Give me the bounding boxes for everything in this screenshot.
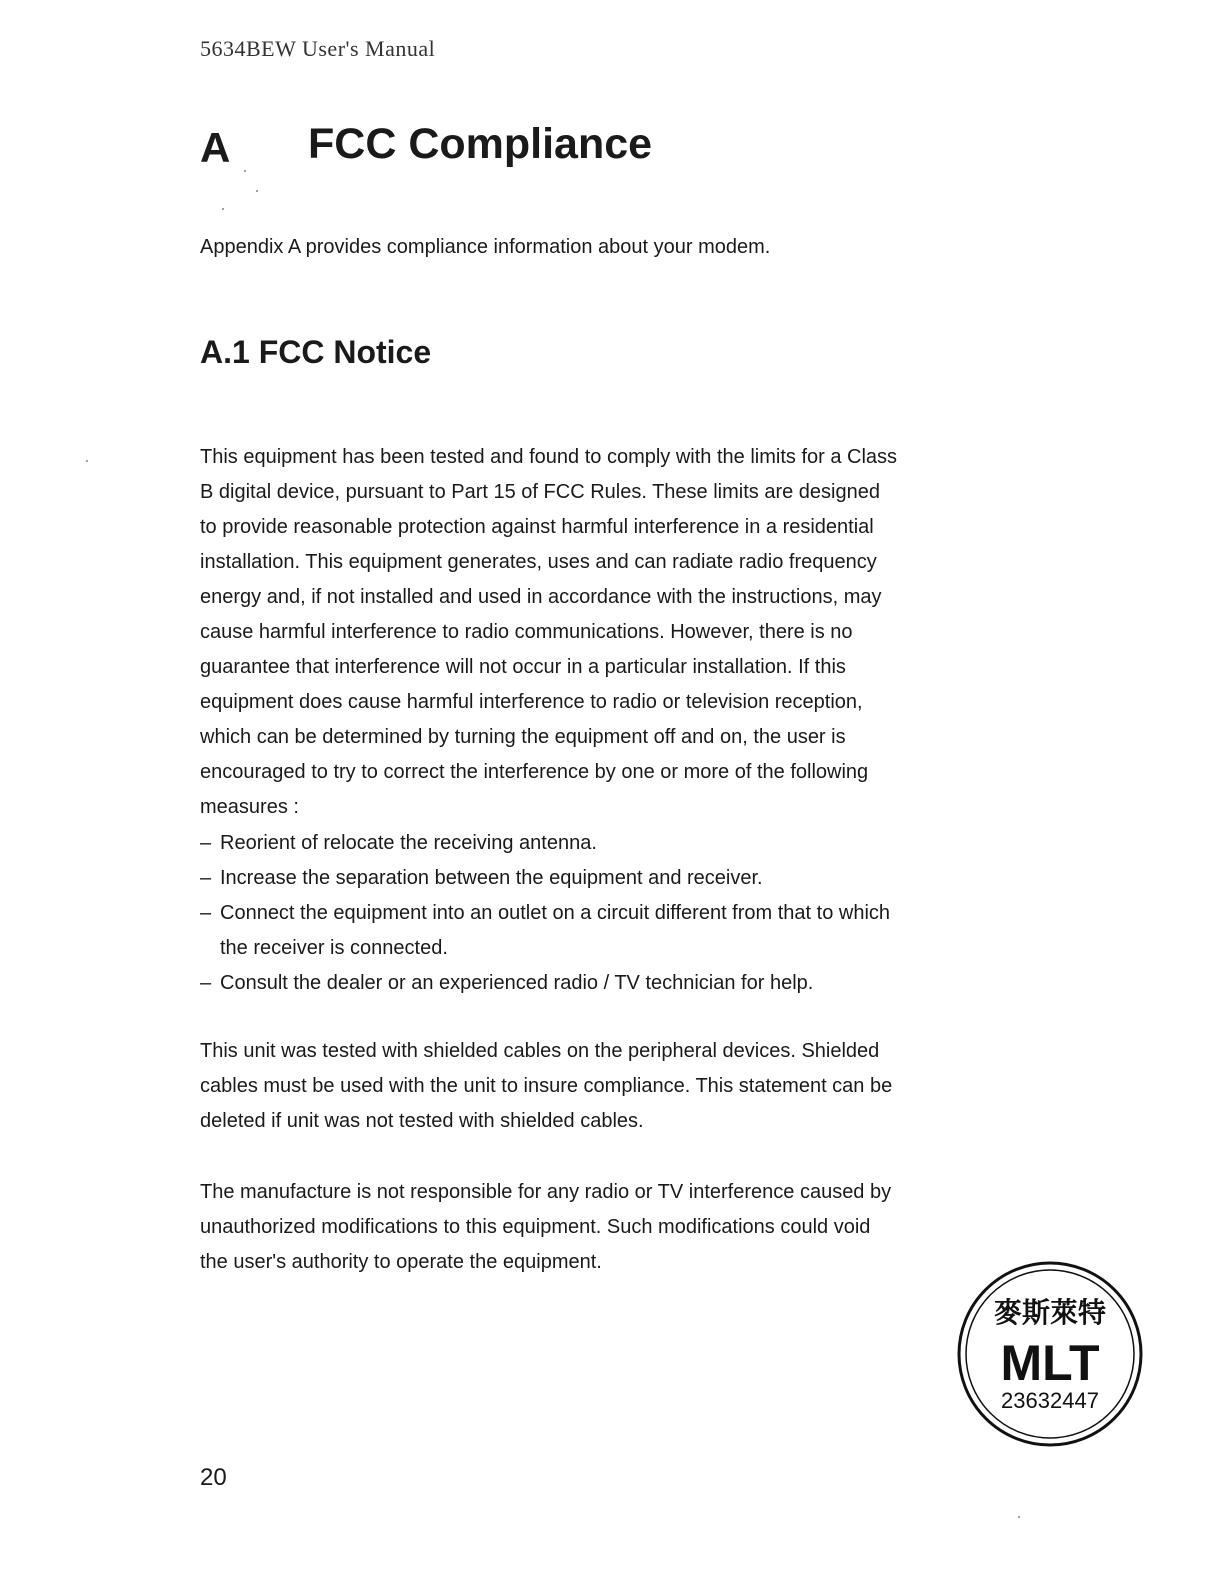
modifications-paragraph xyxy=(200,1175,1050,1280)
measures-list xyxy=(200,826,1060,1001)
paragraph-line: guarantee that interference will not occur in a particular installation. If this xyxy=(200,656,846,678)
paragraph-line: energy and, if not installed and used in accordance with the instructions, may xyxy=(200,586,882,608)
paragraph-line: the user's authority to operate the equipment. xyxy=(200,1251,602,1273)
paragraph-line: measures : xyxy=(200,796,299,818)
list-item: – Reorient of relocate the receiving antenna. xyxy=(200,832,597,854)
scan-speck xyxy=(244,170,246,172)
scan-speck xyxy=(1018,1516,1020,1518)
scan-speck xyxy=(256,190,258,192)
fcc-notice-paragraph xyxy=(200,440,1050,825)
paragraph-line: which can be determined by turning the equipment off and on, the user is xyxy=(200,726,846,748)
paragraph-line: encouraged to try to correct the interference by one or more of the following xyxy=(200,761,869,783)
shielded-cables-paragraph xyxy=(200,1034,1050,1139)
chapter-title: FCC Compliance xyxy=(308,120,653,168)
stamp-brand-text: MLT xyxy=(1000,1335,1100,1391)
scan-speck xyxy=(222,208,224,210)
paragraph-line: installation. This equipment generates, uses and can radiate radio frequency xyxy=(200,551,877,573)
paragraph-line: equipment does cause harmful interference to radio or television reception, xyxy=(200,691,863,713)
paragraph-line: unauthorized modifications to this equipment. Such modifications could void xyxy=(200,1216,871,1238)
paragraph-line: This equipment has been tested and found to comply with the limits for a Class xyxy=(200,446,898,468)
running-header: 5634BEW User's Manual xyxy=(200,36,436,61)
list-item: – Consult the dealer or an experienced radio / TV technician for help. xyxy=(200,972,814,994)
page-number: 20 xyxy=(200,1464,227,1491)
list-item-continuation: the receiver is connected. xyxy=(220,937,448,959)
appendix-letter: A xyxy=(200,124,231,171)
scan-speck xyxy=(86,460,88,462)
paragraph-line: cables must be used with the unit to insure compliance. This statement can be xyxy=(200,1075,893,1097)
paragraph-line: cause harmful interference to radio communications. However, there is no xyxy=(200,621,853,643)
section-title: A.1 FCC Notice xyxy=(200,334,432,370)
list-item: – Connect the equipment into an outlet on a circuit different from that to which xyxy=(200,902,891,924)
stamp-chinese-text: 麥斯萊特 xyxy=(993,1296,1107,1329)
list-item: – Increase the separation between the equipment and receiver. xyxy=(200,867,763,889)
stamp-number-text: 23632447 xyxy=(1001,1388,1099,1413)
paragraph-line: to provide reasonable protection against harmful interference in a residential xyxy=(200,516,874,538)
paragraph-line: The manufacture is not responsible for any radio or TV interference caused by xyxy=(200,1181,892,1203)
paragraph-line: This unit was tested with shielded cables on the peripheral devices. Shielded xyxy=(200,1040,880,1062)
paragraph-line: deleted if unit was not tested with shielded cables. xyxy=(200,1110,644,1132)
paragraph-line: B digital device, pursuant to Part 15 of FCC Rules. These limits are designed xyxy=(200,481,880,503)
intro-text: Appendix A provides compliance information about your modem. xyxy=(200,236,771,258)
mlt-stamp xyxy=(954,1258,1146,1450)
